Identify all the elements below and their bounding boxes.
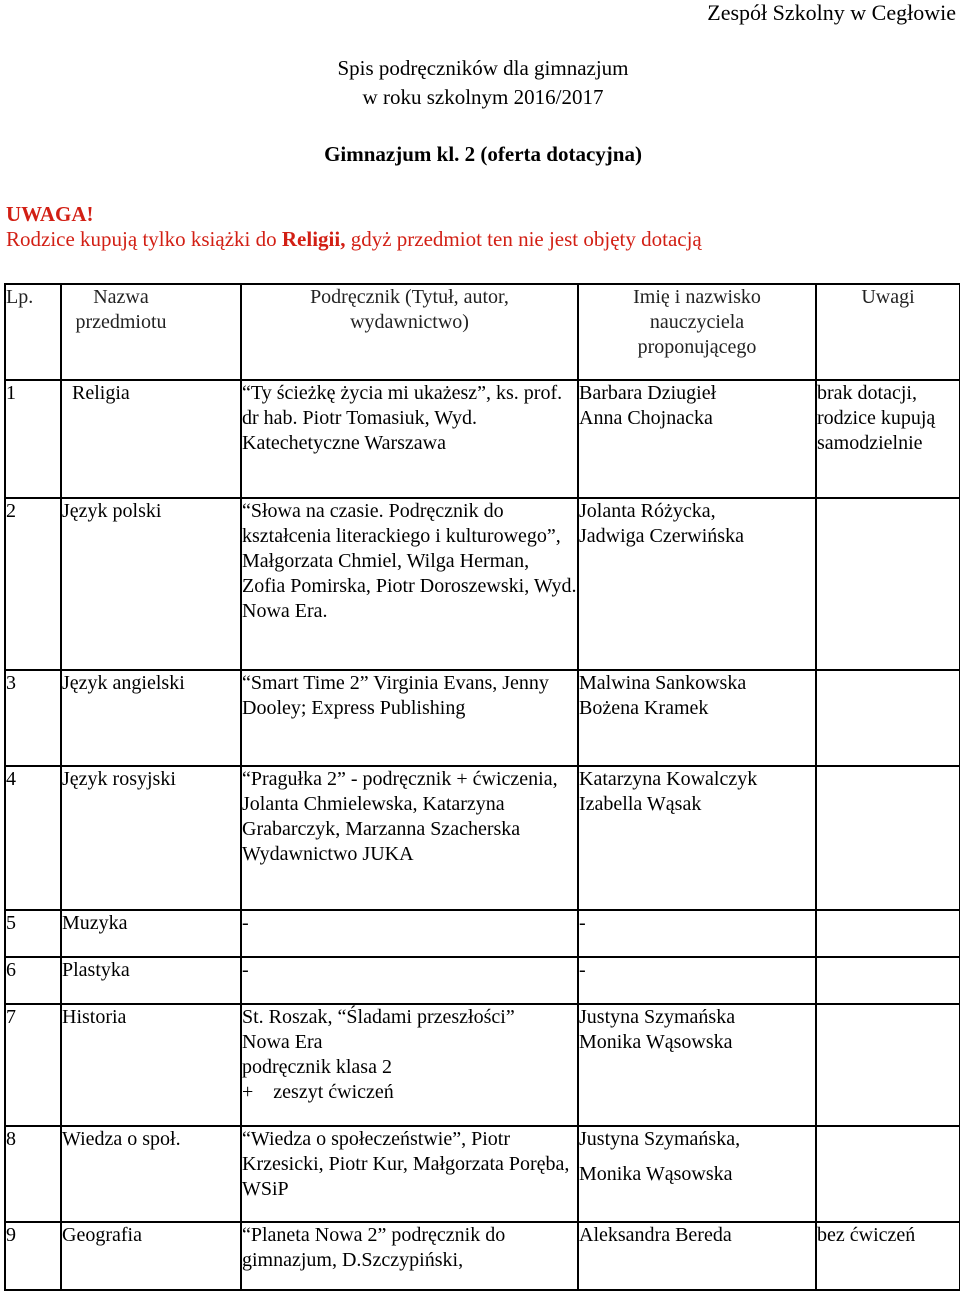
row-notes [816,670,960,766]
row-teacher: - [578,910,816,957]
row-subject: Muzyka [61,910,241,957]
row-teacher: Barbara Dziugieł Anna Chojnacka [578,380,816,498]
row-book: “Pragułka 2” - podręcznik + ćwiczenia, Jolanta Chmielewska, Katarzyna Grabarczyk, Marzanna Szacherska Wydawnictwo JUKA [241,766,578,910]
row-book: “Ty ścieżkę życia mi ukażesz”, ks. prof. dr hab. Piotr Tomasiuk, Wyd. Katechetyczne Warszawa [241,380,578,498]
school-name: Zespół Szkolny w Cegłowie [707,0,956,25]
row-notes: bez ćwiczeń [816,1222,960,1290]
row-teacher: Jolanta Różycka, Jadwiga Czerwińska [578,498,816,670]
row-notes [816,498,960,670]
table-row [5,766,960,910]
row-number: 9 [5,1222,61,1290]
row-teacher: Aleksandra Bereda [578,1222,816,1290]
table-row [5,498,960,670]
row-subject: Geografia [61,1222,241,1290]
row-number: 2 [5,498,61,670]
row-book: “Smart Time 2” Virginia Evans, Jenny Dooley; Express Publishing [241,670,578,766]
table-row [5,1126,960,1222]
row-notes [816,910,960,957]
row-book: St. Roszak, “Śladami przeszłości” Nowa Era podręcznik klasa 2 + zeszyt ćwiczeń [241,1004,578,1126]
row-subject: Religia [61,380,241,498]
row-number: 7 [5,1004,61,1126]
row-number: 5 [5,910,61,957]
row-notes [816,766,960,910]
row-teacher: Justyna Szymańska Monika Wąsowska [578,1004,816,1126]
header-subject: Nazwa przedmiotu [61,284,241,380]
row-teacher: - [578,957,816,1004]
row-book: “Planeta Nowa 2” podręcznik do gimnazjum, D.Szczypiński, [241,1222,578,1290]
row-notes [816,1004,960,1126]
row-subject: Plastyka [61,957,241,1004]
textbook-table [4,283,960,1291]
notice-text: Rodzice kupują tylko książki do Religii, gdyż przedmiot ten nie jest objęty dotacją [6,227,702,251]
row-teacher: Malwina Sankowska Bożena Kramek [578,670,816,766]
notice-bold: Religii, [281,227,346,251]
row-subject: Język rosyjski [61,766,241,910]
notice-label: UWAGA! [6,202,94,226]
row-subject: Język polski [61,498,241,670]
row-notes: brak dotacji, rodzice kupują samodzielnie [816,380,960,498]
row-number: 1 [5,380,61,498]
row-book: - [241,910,578,957]
table-row [5,910,960,957]
row-number: 6 [5,957,61,1004]
row-number: 8 [5,1126,61,1222]
row-teacher: Katarzyna Kowalczyk Izabella Wąsak [578,766,816,910]
document-title-line1: Spis podręczników dla gimnazjum [337,56,629,80]
row-number: 3 [5,670,61,766]
table-header-row [5,284,960,380]
table-row [5,1004,960,1126]
table-row [5,670,960,766]
row-teacher: Justyna Szymańska, Monika Wąsowska [578,1126,816,1222]
table-row [5,957,960,1004]
header-teacher: Imię i nazwisko nauczyciela proponującego [578,284,816,380]
document-subtitle: Gimnazjum kl. 2 (oferta dotacyjna) [324,142,642,166]
row-number: 4 [5,766,61,910]
row-subject: Język angielski [61,670,241,766]
row-notes [816,957,960,1004]
table-row [5,380,960,498]
row-book: - [241,957,578,1004]
row-book: “Wiedza o społeczeństwie”, Piotr Krzesicki, Piotr Kur, Małgorzata Poręba, WSiP [241,1126,578,1222]
document-title-line2: w roku szkolnym 2016/2017 [362,85,604,109]
row-notes [816,1126,960,1222]
header-lp: Lp. [5,284,61,380]
row-subject: Historia [61,1004,241,1126]
header-notes: Uwagi [816,284,960,380]
row-book: “Słowa na czasie. Podręcznik do kształcenia literackiego i kulturowego”, Małgorzata Chmiel, Wilga Herman, Zofia Pomirska, Piotr Doroszewski, Wyd. Nowa Era. [241,498,578,670]
header-book: Podręcznik (Tytuł, autor, wydawnictwo) [241,284,578,380]
row-subject: Wiedza o społ. [61,1126,241,1222]
table-row [5,1222,960,1290]
